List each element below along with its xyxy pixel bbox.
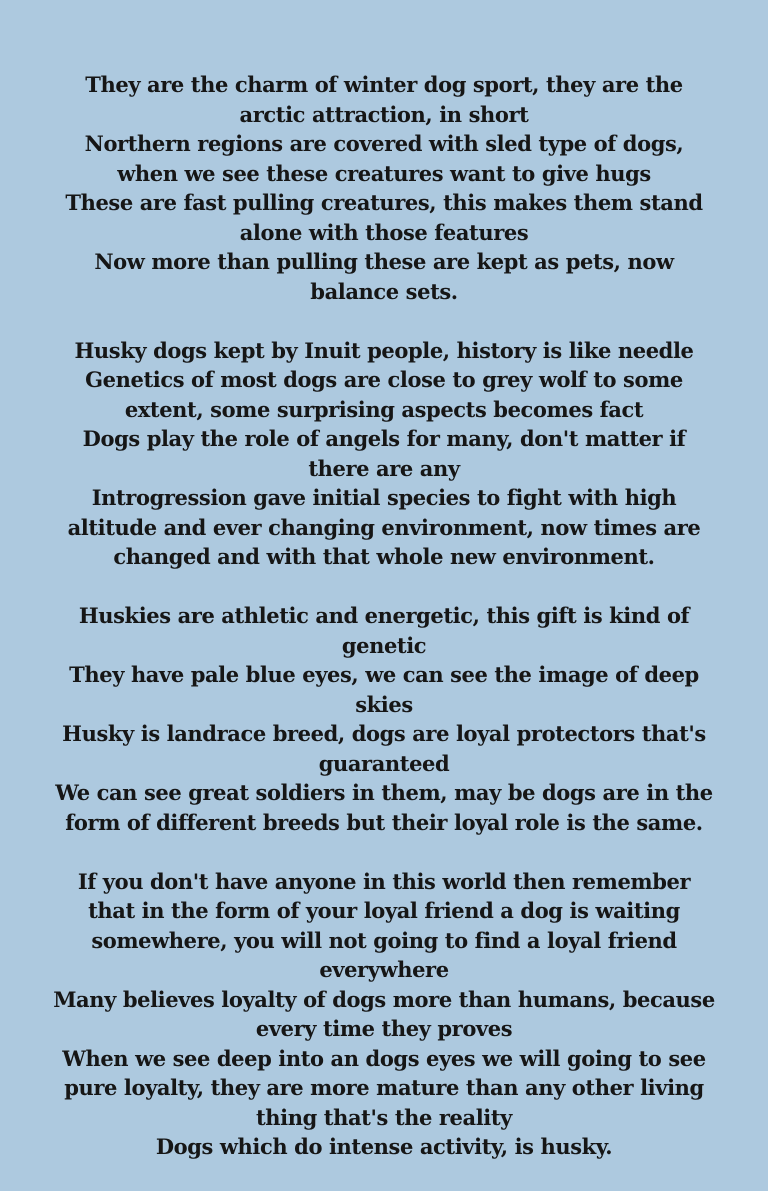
poem-line: Genetics of most dogs are close to grey wolf to some extent, some surprising aspects becomes fact <box>85 367 683 422</box>
poem-line: Huskies are athletic and energetic, this gift is kind of genetic <box>78 603 690 658</box>
poem-line: Husky is landrace breed, dogs are loyal protectors that's guaranteed <box>62 721 706 776</box>
poem-line: They have pale blue eyes, we can see the image of deep skies <box>69 662 699 717</box>
poem-line: They are the charm of winter dog sport, they are the arctic attraction, in short <box>85 72 683 127</box>
poem-text <box>0 70 768 1191</box>
poem-line: Dogs play the role of angels for many, don't matter if there are any <box>82 426 686 481</box>
poem-line: Northern regions are covered with sled type of dogs, when we see these creatures want to give hugs <box>84 131 684 186</box>
poem-line: These are fast pulling creatures, this makes them stand alone with those features <box>65 190 703 245</box>
poem-line: Husky dogs kept by Inuit people, history is like needle <box>74 337 694 363</box>
poem-line: Many believes loyalty of dogs more than humans, because every time they proves <box>53 986 715 1041</box>
poem-line: We can see great soldiers in them, may be dogs are in the form of different breeds but their loyal role is the same. <box>55 780 713 835</box>
stanza-1 <box>52 70 716 306</box>
stanza-2 <box>52 336 716 572</box>
poem-line: If you don't have anyone in this world then remember that in the form of your loyal friend a dog is waiting somewhere, you will not going to find a loyal friend everywhere <box>77 868 691 982</box>
stanza-4 <box>52 867 716 1162</box>
poem-line: Dogs which do intense activity, is husky. <box>155 1134 613 1159</box>
stanza-3 <box>52 601 716 837</box>
poem-line: When we see deep into an dogs eyes we will going to see pure loyalty, they are more mature than any other living thing that's the reality <box>62 1045 706 1130</box>
poem-line: Now more than pulling these are kept as pets, now balance sets. <box>94 249 674 304</box>
poem-line: Introgression gave initial species to fight with high altitude and ever changing environment, now times are changed and with that whole new environment. <box>67 485 701 569</box>
